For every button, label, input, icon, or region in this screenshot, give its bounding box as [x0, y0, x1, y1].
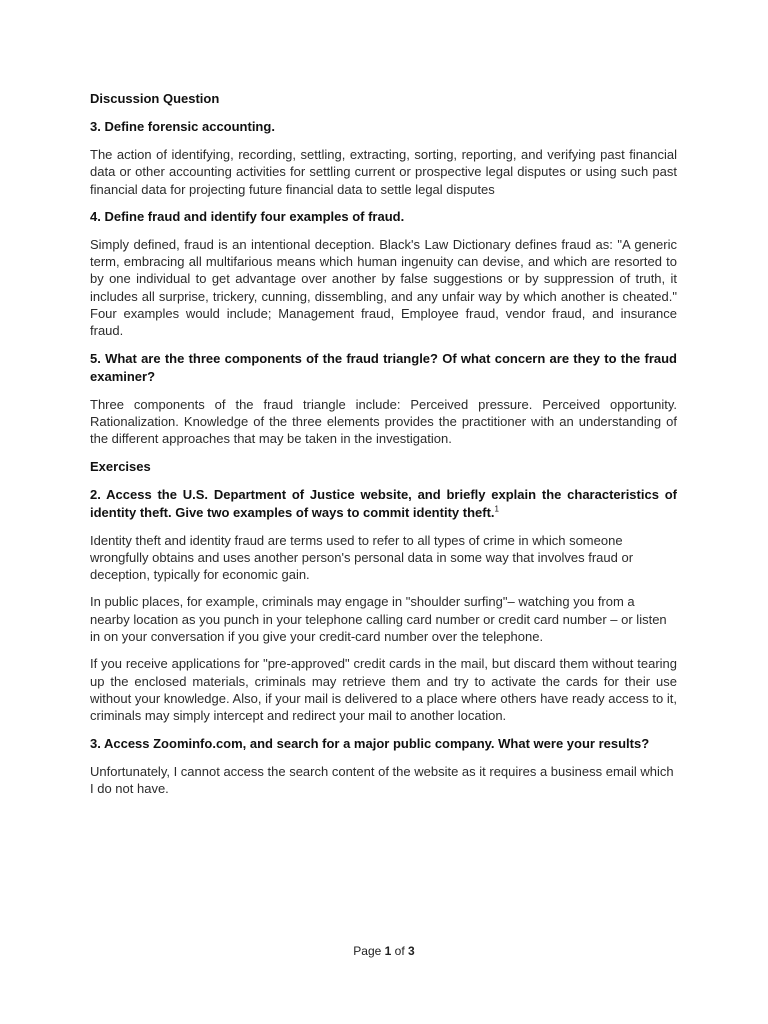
exercise-2-heading — [90, 486, 677, 522]
exercise-2-answer-2: In public places, for example, criminals may engage in "shoulder surfing"– watching you from a nearby location as you punch in your telephone calling card number or credit card number – or listen in on your conversation if you give your credit-card number over the telephone. — [90, 594, 667, 645]
page-footer — [0, 944, 768, 958]
exercise-2-heading-text: 2. Access the U.S. Department of Justice website, and briefly explain the characteristics of identity theft. Give two examples of ways to commit identity theft. — [90, 486, 677, 520]
question-3-answer: The action of identifying, recording, settling, extracting, sorting, reporting, and verifying past financial data or other accounting activities for settling current or prospective legal disputes or using such past financial data for projecting future financial data to settle legal disputes — [90, 147, 677, 197]
page-word: Page — [353, 944, 382, 958]
question-4-answer: Simply defined, fraud is an intentional deception. Black's Law Dictionary defines fraud as: "A generic term, embracing all multifarious means which human ingenuity can devise, and which are resorted to by one individual to get advantage over another by false suggestions or by suppression of truth, it includes all surprise, trickery, cunning, dissembling, and any unfair way by which another is cheated." Four examples would include; Management fraud, Employee fraud, vendor fraud, and insurance fraud. — [90, 236, 677, 339]
question-5-answer: Three components of the fraud triangle include: Perceived pressure. Perceived opportunity. Rationalization. Knowledge of the three elements provides the practitioner with an understanding of the different approaches that may be taken in the investigation. — [90, 396, 677, 447]
footnote-marker: 1 — [494, 504, 499, 514]
exercise-3-heading: 3. Access Zoominfo.com, and search for a major public company. What were your results? — [90, 735, 650, 751]
exercise-3-answer: Unfortunately, I cannot access the search content of the website as it requires a business email which I do not have. — [90, 763, 674, 796]
question-4-heading: 4. Define fraud and identify four examples of fraud. — [90, 208, 405, 224]
current-page-number: 1 — [384, 944, 392, 958]
question-3-heading: 3. Define forensic accounting. — [90, 119, 275, 134]
exercise-2-answer-3: If you receive applications for "pre-approved" credit cards in the mail, but discard them without tearing up the enclosed materials, criminals may retrieve them and try to activate the cards for their use without your knowledge. Also, if your mail is delivered to a place where others have ready access to it, criminals may simply intercept and redirect your mail to another location. — [90, 656, 677, 724]
total-pages-number: 3 — [408, 944, 415, 958]
document-title: Discussion Question — [90, 91, 220, 106]
exercise-2-answer-1: Identity theft and identity fraud are terms used to refer to all types of crime in which someone wrongfully obtains and uses another person's personal data in some way that involves fraud or deception, typically for economic gain. — [90, 532, 634, 583]
question-5-heading: 5. What are the three components of the fraud triangle? Of what concern are they to the fraud examiner? — [90, 350, 677, 384]
of-word: of — [394, 944, 405, 958]
document-page — [90, 90, 677, 807]
exercises-title: Exercises — [90, 458, 151, 474]
